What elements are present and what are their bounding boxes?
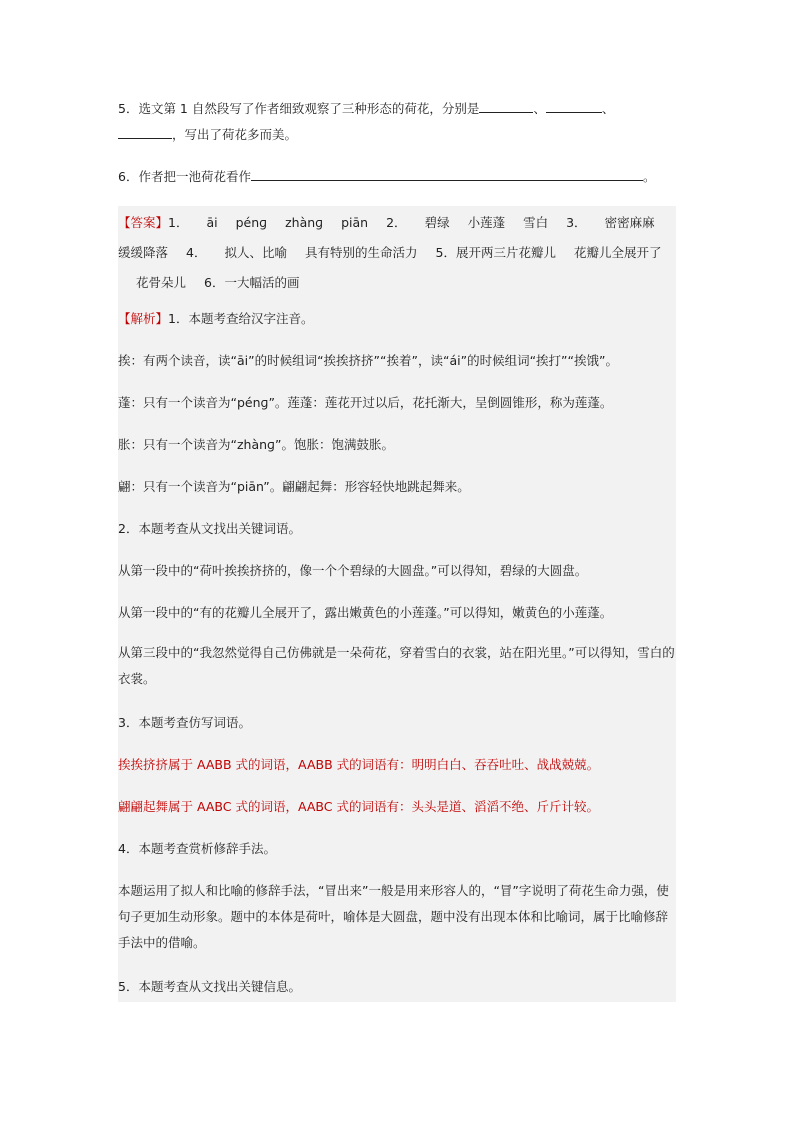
analysis-line: 挨挨挤挤属于 AABB 式的词语，AABB 式的词语有：明明白白、吞吞吐吐、战战兢兢。 [118, 757, 600, 772]
question-6 [118, 164, 676, 190]
analysis-line: 翩：只有一个读音为“piān”。翩翩起舞：形容轻快地跳起舞来。 [118, 479, 470, 494]
answer-item: 3． [566, 215, 587, 230]
analysis-tag: 【解析】 [118, 311, 169, 326]
analysis-line: 翩翩起舞属于 AABC 式的词语，AABC 式的词语有：头头是道、滔滔不绝、斤斤计较。 [118, 799, 599, 814]
answer-item: 5． [435, 245, 456, 260]
pinyin: piān [341, 215, 369, 230]
answer-word: 缓缓降落 [118, 245, 169, 260]
answer-word: 碧绿 [424, 215, 450, 230]
analysis-line: 1．本题考查给汉字注音。 [168, 311, 314, 326]
question-6-text: 6．作者把一池荷花看作 [118, 169, 251, 184]
analysis-line: 从第一段中的“有的花瓣儿全展开了，露出嫩黄色的小莲蓬。”可以得知，嫩黄色的小莲蓬。 [118, 605, 613, 620]
answer-tag: 【答案】 [118, 215, 169, 230]
pinyin: pénɡ [235, 215, 268, 230]
answer-word: 花骨朵儿 [136, 275, 187, 290]
answer-item: 2． [386, 215, 407, 230]
analysis-line: 5．本题考查从文找出关键信息。 [118, 979, 301, 994]
question-5-tail: ，写出了荷花多而美。 [172, 127, 298, 142]
answer-blank [118, 124, 172, 139]
answer-word: 拟人、比喻 [224, 245, 287, 260]
question-6-tail: 。 [642, 169, 656, 184]
answer-word: 小莲蓬 [467, 215, 506, 230]
answer-word: 展开两三片花瓣儿 [455, 245, 556, 260]
analysis-line: 从第三段中的“我忽然觉得自己仿佛就是一朵荷花，穿着雪白的衣裳，站在阳光里。”可以得知，雪白的衣裳。 [118, 645, 675, 686]
answer-blank [479, 98, 533, 113]
question-5 [118, 96, 676, 148]
analysis-line: 本题运用了拟人和比喻的修辞手法，“冒出来”一般是用来形容人的，“冒”字说明了荷花生命力强，使句子更加生动形象。题中的本体是荷叶，喻体是大圆盘，题中没有出现本体和比喻词，属于比喻修辞手法中的借喻。 [118, 883, 669, 950]
answer-word: 具有特别的生命活力 [304, 245, 418, 260]
answer-item: 1． [168, 215, 189, 230]
question-5-text: 5．选文第 1 自然段写了作者细致观察了三种形态的荷花，分别是 [118, 101, 480, 116]
pinyin: āi [206, 215, 218, 230]
answer-item: 6．一大幅活的画 [204, 275, 300, 290]
answer-item: 4． [186, 245, 207, 260]
separator: 、 [533, 101, 546, 116]
analysis-line: 胀：只有一个读音为“zhànɡ”。饱胀：饱满鼓胀。 [118, 437, 394, 452]
analysis-line: 4．本题考查赏析修辞手法。 [118, 841, 276, 856]
answer-block [118, 208, 674, 298]
pinyin: zhànɡ [285, 215, 324, 230]
answer-word: 花瓣儿全展开了 [573, 245, 662, 260]
analysis-line: 从第一段中的“荷叶挨挨挤挤的，像一个个碧绿的大圆盘。”可以得知，碧绿的大圆盘。 [118, 563, 588, 578]
analysis-line: 2．本题考查从文找出关键词语。 [118, 521, 301, 536]
answer-word: 密密麻麻 [604, 215, 655, 230]
separator: 、 [601, 101, 615, 116]
analysis-line: 挨：有两个读音，读“āi”的时候组词“挨挨挤挤”“挨着”，读“ái”的时候组词“挨打”“挨饿”。 [118, 353, 618, 368]
analysis-line: 3．本题考查仿写词语。 [118, 715, 251, 730]
analysis-heading [118, 306, 676, 332]
answer-blank [546, 98, 602, 113]
answer-word: 雪白 [523, 215, 549, 230]
analysis-line: 蓬：只有一个读音为“pénɡ”。莲蓬：莲花开过以后，花托渐大，呈倒圆锥形，称为莲蓬。 [118, 395, 613, 410]
answer-blank [251, 166, 643, 181]
